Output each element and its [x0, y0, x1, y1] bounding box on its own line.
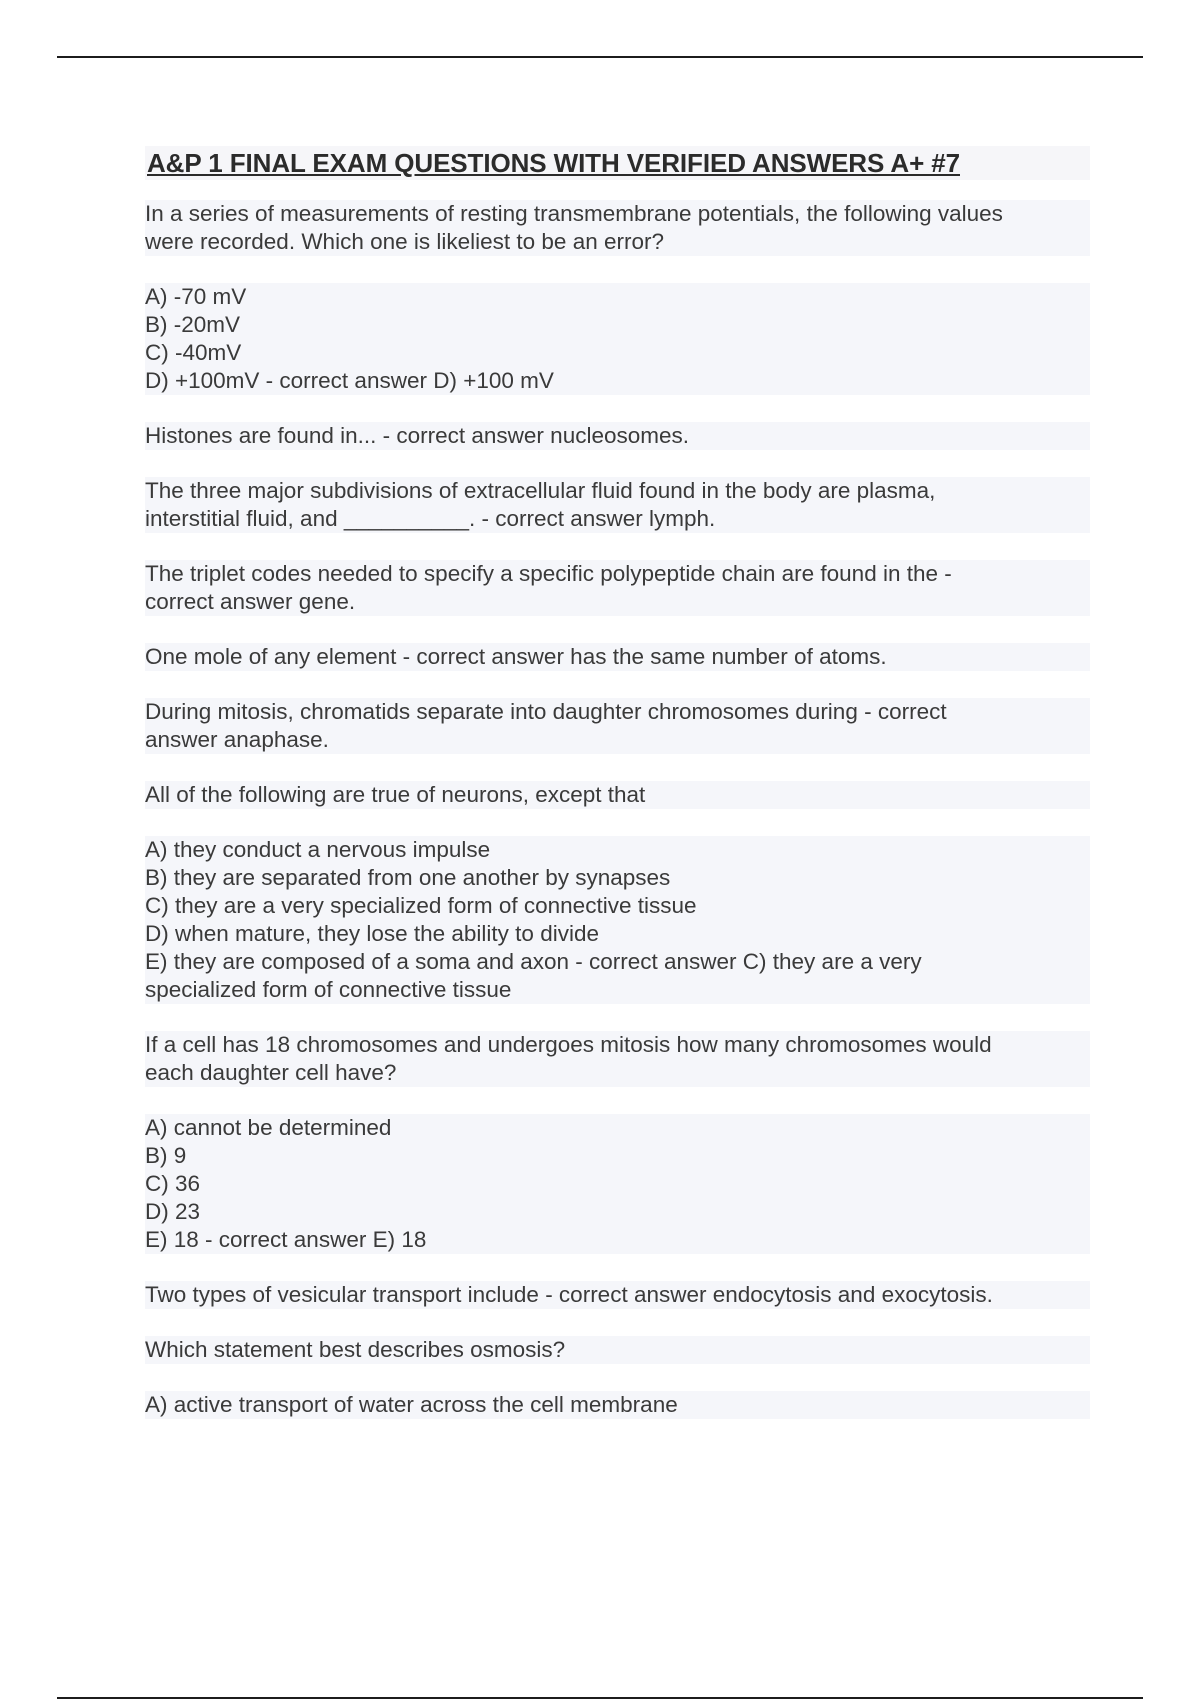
option-line: B) -20mV	[145, 311, 1090, 339]
text-line: correct answer gene.	[145, 588, 1090, 616]
option-line: A) they conduct a nervous impulse	[145, 836, 1090, 864]
option-line: A) active transport of water across the cell membrane	[145, 1391, 1090, 1419]
option-line: A) cannot be determined	[145, 1114, 1090, 1142]
text-line: Two types of vesicular transport include - correct answer endocytosis and exocytosis.	[145, 1281, 1090, 1309]
text-line: One mole of any element - correct answer has the same number of atoms.	[145, 643, 1090, 671]
document-title: A&P 1 FINAL EXAM QUESTIONS WITH VERIFIED ANSWERS A+ #7	[145, 146, 1090, 180]
question-paragraph	[145, 698, 1090, 754]
text-line: each daughter cell have?	[145, 1059, 1090, 1087]
question-paragraph	[145, 422, 1090, 450]
question-paragraph	[145, 1336, 1090, 1364]
text-line: The triplet codes needed to specify a specific polypeptide chain are found in the -	[145, 560, 1090, 588]
text-line: answer anaphase.	[145, 726, 1090, 754]
question-paragraph	[145, 643, 1090, 671]
answer-options	[145, 836, 1090, 1004]
question-paragraph	[145, 1031, 1090, 1087]
question-paragraph	[145, 477, 1090, 533]
question-paragraph	[145, 1281, 1090, 1309]
question-paragraph	[145, 781, 1090, 809]
answer-options	[145, 1391, 1090, 1419]
document-body	[145, 146, 1090, 1446]
answer-options	[145, 283, 1090, 395]
option-line: D) when mature, they lose the ability to divide	[145, 920, 1090, 948]
option-line: C) they are a very specialized form of connective tissue	[145, 892, 1090, 920]
option-line: C) 36	[145, 1170, 1090, 1198]
text-line: Histones are found in... - correct answer nucleosomes.	[145, 422, 1090, 450]
bottom-divider	[57, 1697, 1143, 1699]
text-line: During mitosis, chromatids separate into daughter chromosomes during - correct	[145, 698, 1090, 726]
text-line: The three major subdivisions of extracellular fluid found in the body are plasma,	[145, 477, 1090, 505]
question-paragraph	[145, 200, 1090, 256]
option-line: D) +100mV - correct answer D) +100 mV	[145, 367, 1090, 395]
text-line: If a cell has 18 chromosomes and undergoes mitosis how many chromosomes would	[145, 1031, 1090, 1059]
text-line: In a series of measurements of resting transmembrane potentials, the following values	[145, 200, 1090, 228]
text-line: interstitial fluid, and __________. - correct answer lymph.	[145, 505, 1090, 533]
option-line: A) -70 mV	[145, 283, 1090, 311]
option-line: B) they are separated from one another by synapses	[145, 864, 1090, 892]
option-line: D) 23	[145, 1198, 1090, 1226]
text-line: All of the following are true of neurons, except that	[145, 781, 1090, 809]
text-line: Which statement best describes osmosis?	[145, 1336, 1090, 1364]
top-divider	[57, 56, 1143, 58]
answer-options	[145, 1114, 1090, 1254]
option-line: E) they are composed of a soma and axon - correct answer C) they are a very	[145, 948, 1090, 976]
option-line: specialized form of connective tissue	[145, 976, 1090, 1004]
text-line: were recorded. Which one is likeliest to be an error?	[145, 228, 1090, 256]
option-line: E) 18 - correct answer E) 18	[145, 1226, 1090, 1254]
question-paragraph	[145, 560, 1090, 616]
option-line: B) 9	[145, 1142, 1090, 1170]
option-line: C) -40mV	[145, 339, 1090, 367]
